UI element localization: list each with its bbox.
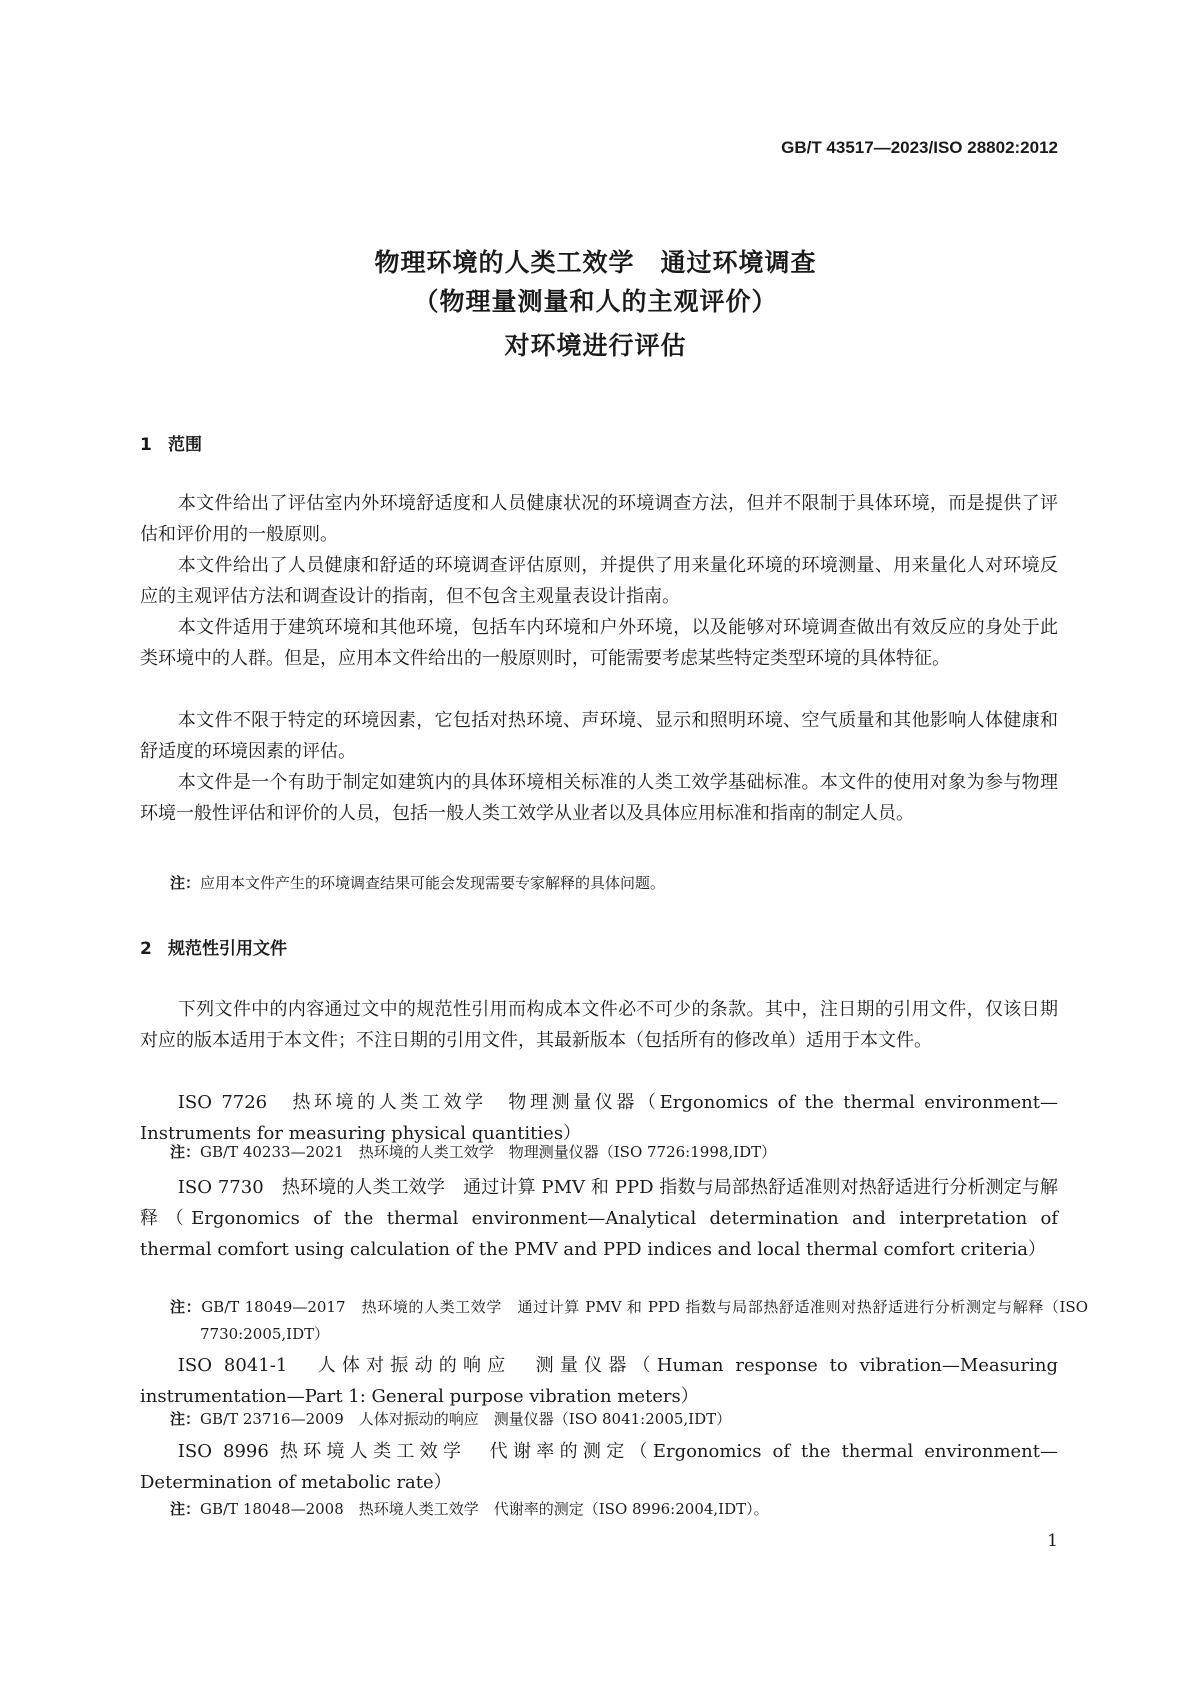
page-number: 1 [1047, 1531, 1058, 1551]
note [170, 1294, 1088, 1348]
section-2-heading [140, 934, 287, 959]
paragraph: 本文件给出了评估室内外环境舒适度和人员健康状况的环境调查方法，但并不限制于具体环境，而是提供了评估和评价用的一般原则。 [140, 493, 1058, 545]
note-label: 注： [170, 1143, 201, 1161]
reference-iso-7730: ISO 7730 热环境的人类工效学 通过计算 PMV 和 PPD 指数与局部热舒适准则对热舒适进行分析测定与解释（Ergonomics of the thermal environment—Analytical determination and interpretation of thermal comfort using calculation of the PMV and PPD indices and local thermal comfort criteria） [140, 1177, 1058, 1260]
paragraph: 下列文件中的内容通过文中的规范性引用而构成本文件必不可少的条款。其中，注日期的引用文件，仅该日期对应的版本适用于本文件；不注日期的引用文件，其最新版本（包括所有的修改单）适用于本文件。 [140, 999, 1058, 1051]
document-title-line-1: 物理环境的人类工效学 通过环境调查 [374, 248, 817, 277]
note-text: GB/T 23716—2009 人体对振动的响应 测量仪器（ISO 8041:2005,IDT） [200, 1410, 732, 1428]
section-title: 规范性引用文件 [168, 939, 287, 959]
section-1-heading [140, 430, 202, 455]
paragraph: 本文件适用于建筑环境和其他环境，包括车内环境和户外环境，以及能够对环境调查做出有效反应的身处于此类环境中的人群。但是，应用本文件给出的一般原则时，可能需要考虑某些特定类型环境的具体特征。 [140, 617, 1058, 669]
note [170, 1139, 1058, 1166]
section-title: 范围 [168, 435, 202, 455]
document-header: GB/T 43517—2023/ISO 28802:2012 [781, 138, 1058, 157]
section-number: 1 [140, 435, 152, 455]
note-label: 注： [170, 1410, 201, 1428]
document-title-line-2: （物理量测量和人的主观评价） [413, 287, 778, 316]
section-number: 2 [140, 939, 152, 959]
note-text: GB/T 18048—2008 热环境人类工效学 代谢率的测定（ISO 8996:2004,IDT）。 [200, 1500, 769, 1518]
note [170, 870, 1058, 897]
paragraph: 本文件给出了人员健康和舒适的环境调查评估原则，并提供了用来量化环境的环境测量、用来量化人对环境反应的主观评估方法和调查设计的指南，但不包含主观量表设计指南。 [140, 555, 1058, 607]
reference-iso-8996: ISO 8996 热环境人类工效学 代谢率的测定（Ergonomics of the thermal environment—Determination of metabolic rate） [140, 1441, 1058, 1493]
reference-iso-7726: ISO 7726 热环境的人类工效学 物理测量仪器（Ergonomics of the thermal environment—Instruments for measuring physical quantities） [140, 1092, 1058, 1144]
paragraph: 本文件不限于特定的环境因素，它包括对热环境、声环境、显示和照明环境、空气质量和其他影响人体健康和舒适度的环境因素的评估。 [140, 710, 1058, 762]
note-text: 应用本文件产生的环境调查结果可能会发现需要专家解释的具体问题。 [200, 874, 666, 892]
reference-iso-8041-1: ISO 8041-1 人体对振动的响应 测量仪器（Human response to vibration—Measuring instrumentation—Part 1: General purpose vibration meters） [140, 1355, 1058, 1407]
note [170, 1496, 1058, 1523]
note-label: 注： [170, 874, 201, 892]
paragraph: 本文件是一个有助于制定如建筑内的具体环境相关标准的人类工效学基础标准。本文件的使用对象为参与物理环境一般性评估和评价的人员，包括一般人类工效学从业者以及具体应用标准和指南的制定人员。 [140, 772, 1058, 824]
note [170, 1406, 1058, 1433]
note-label: 注： [170, 1298, 202, 1316]
note-label: 注： [170, 1500, 201, 1518]
note-text: GB/T 18049—2017 热环境的人类工效学 通过计算 PMV 和 PPD 指数与局部热舒适准则对热舒适进行分析测定与解释（ISO 7730:2005,IDT） [200, 1298, 1088, 1343]
document-title-line-3: 对环境进行评估 [504, 331, 687, 360]
note-text: GB/T 40233—2021 热环境的人类工效学 物理测量仪器（ISO 7726:1998,IDT） [200, 1143, 777, 1161]
